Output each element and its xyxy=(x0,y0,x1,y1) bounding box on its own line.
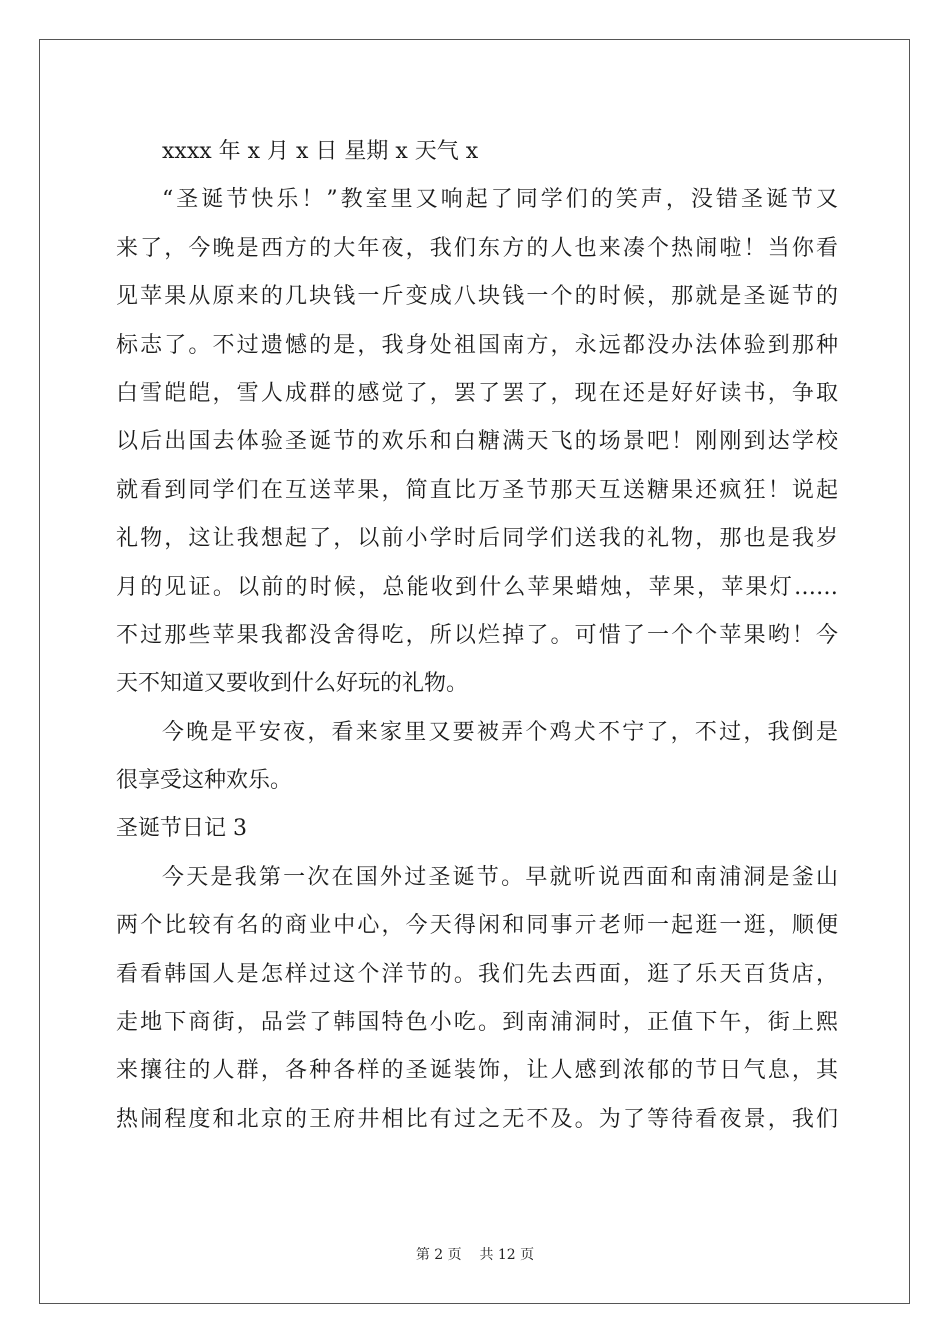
document-body xyxy=(116,128,838,1144)
paragraph-line: 走地下商街，品尝了韩国特色小吃。到南浦洞时，正值下午，街上熙 xyxy=(116,1010,838,1036)
paragraph-line: 标志了。不过遗憾的是，我身处祖国南方，永远都没办法体验到那种 xyxy=(116,332,838,358)
paragraph-line: 月的见证。以前的时候，总能收到什么苹果蜡烛，苹果，苹果灯…… xyxy=(116,574,838,600)
paragraph-line: 今天是我第一次在国外过圣诞节。早就听说西面和南浦洞是釜山 xyxy=(162,864,838,890)
page-number: 第 2 页 xyxy=(415,1247,462,1263)
paragraph-line: 两个比较有名的商业中心，今天得闲和同事亓老师一起逛一逛，顺便 xyxy=(116,913,838,939)
paragraph-line: 很享受这种欢乐。 xyxy=(116,768,293,794)
paragraph-3 xyxy=(116,854,838,1144)
paragraph-line: 今晚是平安夜，看来家里又要被弄个鸡犬不宁了，不过，我倒是 xyxy=(162,719,838,745)
paragraph-line: 不过那些苹果我都没舍得吃，所以烂掉了。可惜了一个个苹果哟！今 xyxy=(116,622,838,648)
paragraph-line: 白雪皑皑，雪人成群的感觉了，罢了罢了，现在还是好好读书，争取 xyxy=(116,380,838,406)
paragraph-1 xyxy=(116,176,838,708)
paragraph-line: 礼物，这让我想起了，以前小学时后同学们送我的礼物，那也是我岁 xyxy=(116,526,838,552)
paragraph-line: “圣诞节快乐！”教室里又响起了同学们的笑声，没错圣诞节又 xyxy=(162,187,838,213)
paragraph-line: 热闹程度和北京的王府井相比有过之无不及。为了等待看夜景，我们 xyxy=(116,1106,838,1132)
date-line: xxxx 年 x 月 x 日 星期 x 天气 x xyxy=(162,139,479,164)
section-title: 圣诞节日记 3 xyxy=(116,816,247,842)
paragraph-line: 看看韩国人是怎样过这个洋节的。我们先去西面，逛了乐天百货店， xyxy=(116,961,838,987)
page-footer xyxy=(0,1244,950,1264)
paragraph-line: 来攘往的人群，各种各样的圣诞装饰，让人感到浓郁的节日气息，其 xyxy=(116,1058,838,1084)
paragraph-2 xyxy=(116,709,838,806)
paragraph-line: 就看到同学们在互送苹果，简直比万圣节那天互送糖果还疯狂！说起 xyxy=(116,477,838,503)
paragraph-line: 以后出国去体验圣诞节的欢乐和白糖满天飞的场景吧！刚刚到达学校 xyxy=(116,429,838,455)
page-total: 共 12 页 xyxy=(479,1247,535,1263)
paragraph-line: 来了，今晚是西方的大年夜，我们东方的人也来凑个热闹啦！当你看 xyxy=(116,235,838,261)
paragraph-line: 天不知道又要收到什么好玩的礼物。 xyxy=(116,671,469,697)
paragraph-line: 见苹果从原来的几块钱一斤变成八块钱一个的时候，那就是圣诞节的 xyxy=(116,284,838,310)
